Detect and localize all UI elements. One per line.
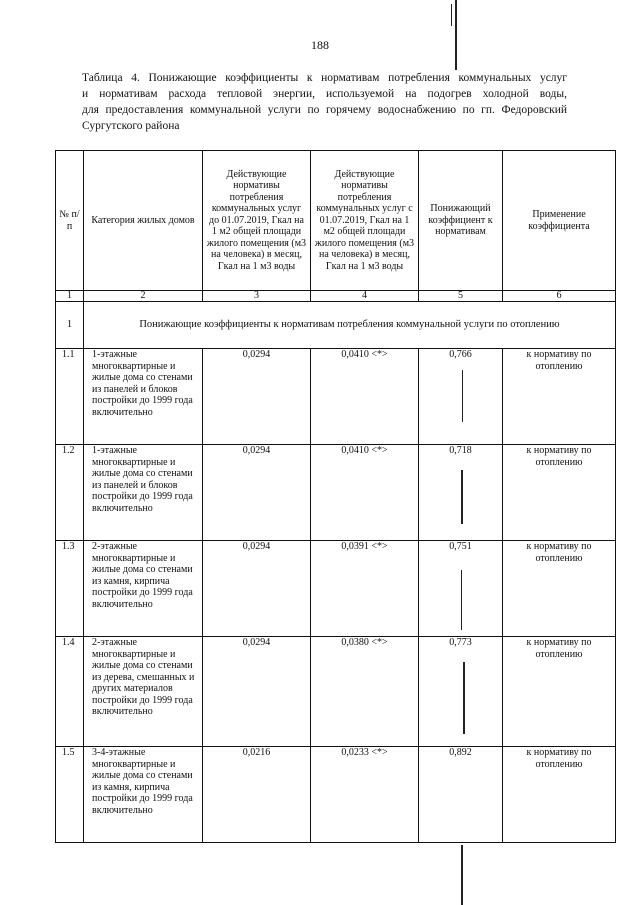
row-norm-before: 0,0216 — [203, 747, 311, 843]
column-number: 1 — [56, 291, 84, 302]
row-norm-after: 0,0410 <*> — [311, 349, 419, 445]
scan-mark-top-thin — [451, 4, 452, 26]
row-number: 1.4 — [56, 637, 84, 747]
row-norm-before: 0,0294 — [203, 349, 311, 445]
coefficients-table — [55, 150, 616, 843]
scan-mark-bottom — [461, 845, 463, 905]
section-row — [56, 302, 616, 349]
row-norm-before: 0,0294 — [203, 637, 311, 747]
row-coefficient: 0,892 — [419, 747, 503, 843]
row-norm-before: 0,0294 — [203, 445, 311, 541]
header-norm-before: Действующие нормативы потребления коммунальных услуг до 01.07.2019, Гкал на 1 м2 общей площади жилого помещения (м3 на человека) в месяц, Гкал на 1 м3 воды — [203, 151, 311, 291]
row-usage: к нормативу по отоплению — [503, 541, 616, 637]
table-row — [56, 445, 616, 541]
row-usage: к нормативу по отоплению — [503, 445, 616, 541]
row-norm-after: 0,0391 <*> — [311, 541, 419, 637]
column-number: 4 — [311, 291, 419, 302]
column-number: 5 — [419, 291, 503, 302]
row-coefficient: 0,718 — [419, 445, 503, 541]
row-category: 3-4-этажные многоквартирные и жилые дома со стенами из камня, кирпича постройки до 1999 года включительно — [84, 747, 203, 843]
section-label: Понижающие коэффициенты к нормативам потребления коммунальной услуги по отоплению — [84, 302, 616, 349]
row-norm-before: 0,0294 — [203, 541, 311, 637]
header-row — [56, 151, 616, 291]
row-coefficient: 0,751 — [419, 541, 503, 637]
section-number: 1 — [56, 302, 84, 349]
title-line: и нормативам расхода тепловой энергии, используемой на подогрев холодной воды, — [82, 88, 567, 100]
column-number: 3 — [203, 291, 311, 302]
table-row — [56, 349, 616, 445]
table-title — [82, 70, 567, 134]
table-row — [56, 637, 616, 747]
row-number: 1.2 — [56, 445, 84, 541]
header-coefficient: Понижающий коэффициент к нормативам — [419, 151, 503, 291]
row-category: 1-этажные многоквартирные и жилые дома со стенами из панелей и блоков постройки до 1999 года включительно — [84, 445, 203, 541]
header-usage: Применение коэффициента — [503, 151, 616, 291]
row-usage: к нормативу по отоплению — [503, 637, 616, 747]
page-number: 188 — [311, 38, 329, 52]
header-num: № п/п — [56, 151, 84, 291]
row-category: 1-этажные многоквартирные и жилые дома со стенами из панелей и блоков постройки до 1999 года включительно — [84, 349, 203, 445]
row-number: 1.3 — [56, 541, 84, 637]
title-line: Таблица 4. Понижающие коэффициенты к нормативам потребления коммунальных услуг — [82, 72, 567, 84]
column-number-row — [56, 291, 616, 302]
title-line: для предоставления коммунальной услуги по горячему водоснабжению по гп. Федоровский — [82, 104, 567, 116]
row-norm-after: 0,0233 <*> — [311, 747, 419, 843]
table-row — [56, 747, 616, 843]
row-norm-after: 0,0410 <*> — [311, 445, 419, 541]
row-usage: к нормативу по отоплению — [503, 747, 616, 843]
title-line: Сургутского района — [82, 120, 180, 132]
header-norm-after: Действующие нормативы потребления коммунальных услуг с 01.07.2019, Гкал на 1 м2 общей площади жилого помещения (м3 на человека) в месяц, Гкал на 1 м3 воды — [311, 151, 419, 291]
column-number: 6 — [503, 291, 616, 302]
row-category: 2-этажные многоквартирные и жилые дома со стенами из камня, кирпича постройки до 1999 года включительно — [84, 541, 203, 637]
header-category: Категория жилых домов — [84, 151, 203, 291]
row-usage: к нормативу по отоплению — [503, 349, 616, 445]
table-row — [56, 541, 616, 637]
column-number: 2 — [84, 291, 203, 302]
row-norm-after: 0,0380 <*> — [311, 637, 419, 747]
row-coefficient: 0,766 — [419, 349, 503, 445]
row-coefficient: 0,773 — [419, 637, 503, 747]
scan-mark-top — [455, 0, 457, 70]
row-category: 2-этажные многоквартирные и жилые дома со стенами из дерева, смешанных и других материалов постройки до 1999 года включительно — [84, 637, 203, 747]
row-number: 1.5 — [56, 747, 84, 843]
row-number: 1.1 — [56, 349, 84, 445]
